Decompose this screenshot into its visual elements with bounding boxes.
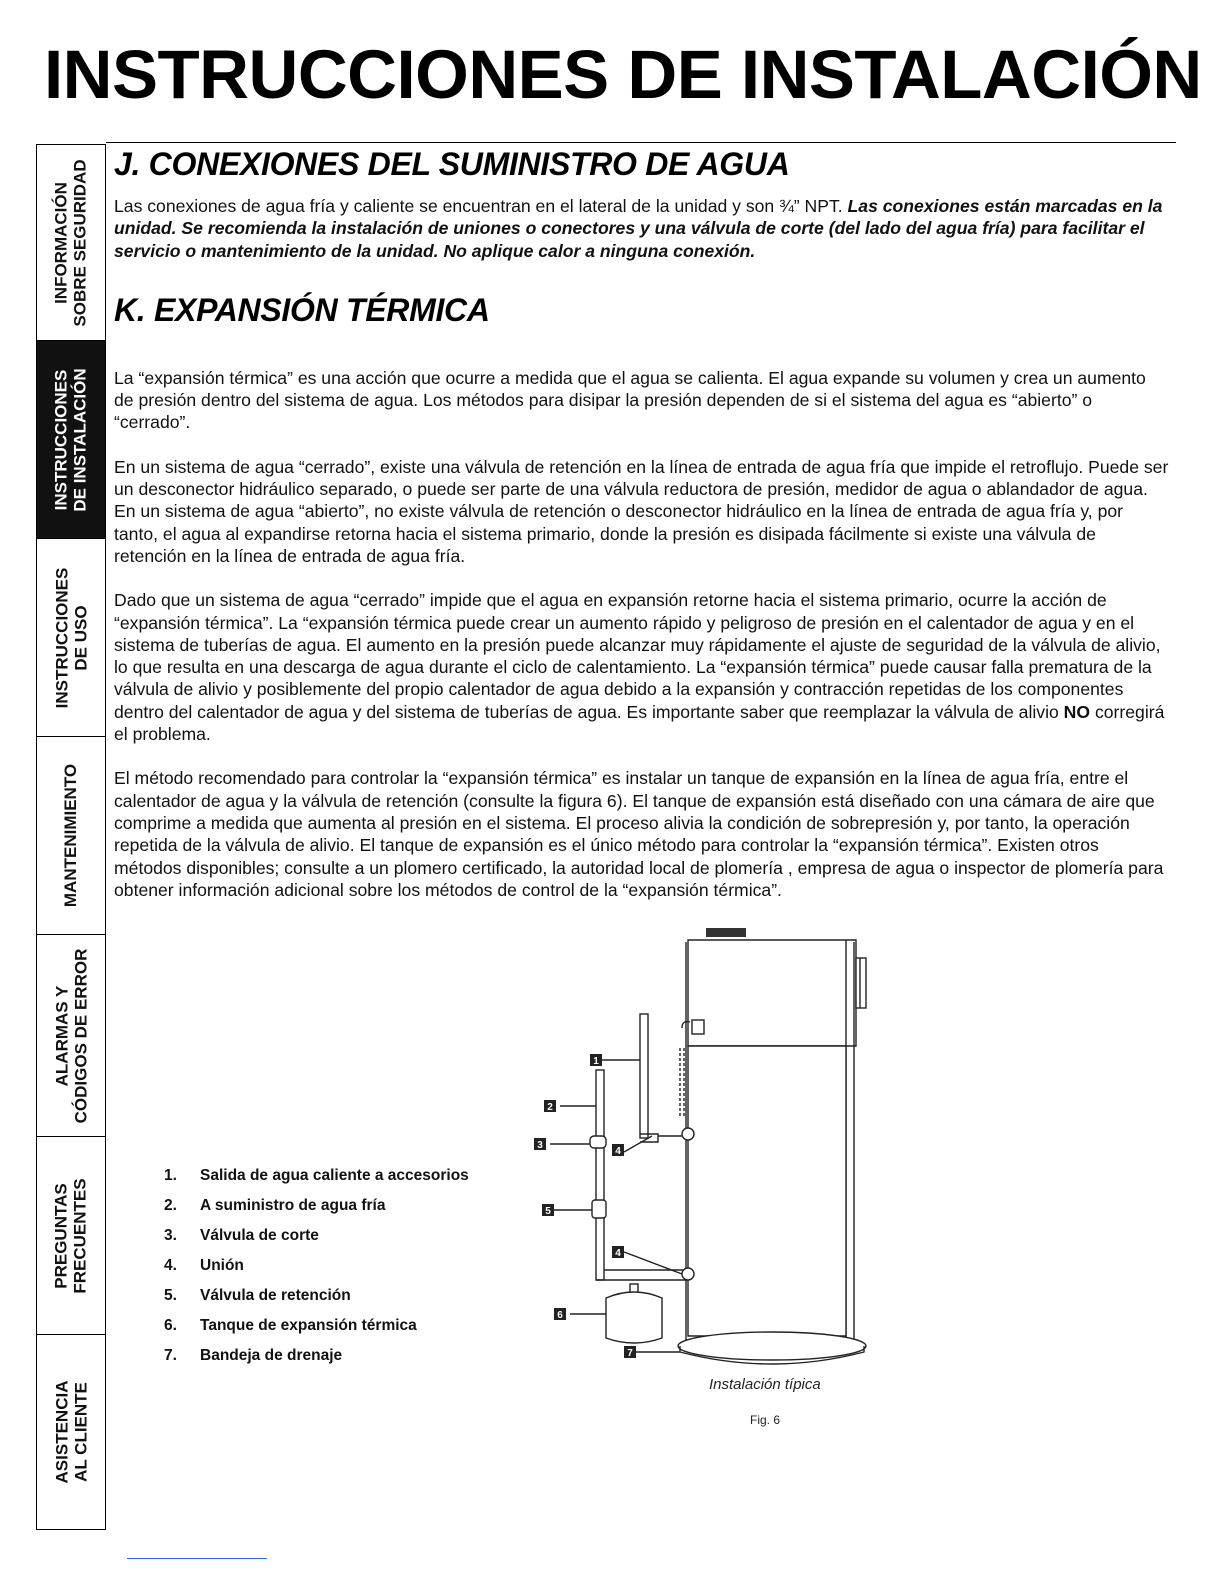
figure-caption: Instalación típica [709,1376,821,1393]
heater-upper-body [688,940,856,1046]
water-heater-diagram [530,928,890,1368]
check-valve [592,1200,606,1218]
tab-asistencia-cliente[interactable] [37,1335,105,1529]
callout-6 [554,1308,566,1321]
legend-item: 3. Válvula de corte [164,1227,319,1244]
tab-instrucciones-uso[interactable] [37,539,105,737]
callout-2 [544,1100,556,1113]
shutoff-valve [590,1136,606,1148]
union-upper [682,1128,694,1140]
callout-5 [542,1204,554,1217]
tab-alarmas-codigos[interactable] [37,935,105,1137]
main-content [114,144,1170,901]
tab-label: ASISTENCIA AL CLIENTE [52,1380,90,1484]
tab-label: INSTRUCCIONES DE USO [52,567,91,708]
union-lower [682,1268,694,1280]
heater-top-cap [706,928,746,937]
callout-4-lower [612,1246,624,1259]
section-k-paragraph-2: En un sistema de agua “cerrado”, existe una válvula de retención en la línea de entrada de agua fría que impide el retroflujo. Puede ser un desconector hidráulico separado, o puede ser parte de una válvula reductora de presión, medidor de agua o ablandador de agua. En un sistema de agua “abierto”, no existe válvula de retención o desconector hidráulico en la línea de entrada de agua fría y, por tanto, el agua al expandirse retorna hacia el sistema primario, donde la presión es disipada fácilmente si existe una válvula de retención en la línea de entrada de agua fría. [114,456,1169,566]
footer-link-line [127,1558,267,1559]
svg-text:5: 5 [545,1206,551,1217]
section-j-paragraph: Las conexiones de agua fría y caliente se encuentran en el lateral de la unidad y son ¾” NPT. Las conexiones están marcadas en la unidad. Se recomienda la instalación de uniones o conectores y una válvula de corte (del lado del agua fría) para facilitar el servicio o mantenimiento de la unidad. No aplique calor a ninguna conexión. [114,196,1163,261]
drain-pan [678,1332,866,1360]
side-tab-nav [36,144,106,1530]
tab-label: PREGUNTAS FRECUENTES [52,1177,91,1294]
figure-legend [164,1167,469,1377]
tab-label: INFORMACIÓN SOBRE SEGURIDAD [52,158,90,327]
callout-7 [624,1346,636,1359]
callout-3 [534,1138,546,1151]
svg-text:1: 1 [593,1056,599,1067]
section-j-heading: J. CONEXIONES DEL SUMINISTRO DE AGUA [114,146,790,182]
svg-text:6: 6 [557,1310,563,1321]
tab-preguntas-frecuentes[interactable] [37,1137,105,1335]
legend-item: 5. Válvula de retención [164,1287,351,1304]
tab-instrucciones-instalacion[interactable] [37,341,105,539]
svg-text:3: 3 [537,1140,543,1151]
tab-label: MANTENIMIENTO [61,763,81,908]
section-k-heading: K. EXPANSIÓN TÉRMICA [114,291,490,328]
heater-side-panel [856,958,866,1008]
tab-mantenimiento[interactable] [37,737,105,935]
callout-1 [590,1054,602,1067]
legend-item: 6. Tanque de expansión térmica [164,1317,417,1334]
legend-item: 4. Unión [164,1257,244,1274]
tab-label: INSTRUCCIONES DE INSTALACIÓN [52,367,90,512]
callout-4 [612,1144,624,1157]
relief-valve [692,1020,704,1034]
page-title: INSTRUCCIONES DE INSTALACIÓN [44,36,1202,113]
hot-water-pipe [640,1014,648,1138]
svg-text:4: 4 [615,1146,621,1157]
legend-item: 2. A suministro de agua fría [164,1197,386,1214]
legend-item: 1. Salida de agua caliente a accesorios [164,1167,469,1184]
tab-informacion-seguridad[interactable] [37,145,105,341]
expansion-tank [606,1292,662,1343]
section-k-paragraph-1: La “expansión térmica” es una acción que ocurre a medida que el agua se calienta. El agua expande su volumen y crea un aumento de presión dentro del sistema de agua. Los métodos para disipar la presión dependen de si el sistema del agua es “abierto” o “cerrado”. [114,367,1146,433]
tab-label: ALARMAS Y CÓDIGOS DE ERROR [52,948,90,1123]
cold-water-pipe [596,1070,604,1280]
svg-text:4: 4 [615,1248,621,1259]
heater-lower-body [688,1046,846,1336]
section-k-paragraph-4: El método recomendado para controlar la “expansión térmica” es instalar un tanque de expansión en la línea de agua fría, entre el calentador de agua y la válvula de retención (consulte la figura 6). El tanque de expansión está diseñado con una cámara de aire que comprime a medida que aumenta al presión en el sistema. El proceso alivia la condición de sobrepresión y, por tanto, la operación repetida de la válvula de alivio. El tanque de expansión es el único método para controlar la “expansión térmica”. Existen otros métodos disponibles; consulte a un plomero certificado, la autoridad local de plomería , empresa de agua o inspector de plomería para obtener información adicional sobre los métodos de control de la “expansión térmica”. [114,768,1164,900]
section-k-paragraph-3: Dado que un sistema de agua “cerrado” impide que el agua en expansión retorne hacia el sistema primario, ocurre la acción de “expansión térmica”. La “expansión térmica puede crear un aumento rápido y peligroso de presión en el calentador de agua y en el sistema de tuberías de agua. El aumento en la presión puede alcanzar muy rápidamente el ajuste de seguridad de la válvula de alivio, lo que resulta en una descarga de agua durante el ciclo de calentamiento. La “expansión térmica” puede causar falla prematura de la válvula de alivio y posiblemente del propio calentador de agua debido a la expansión y contracción repetidas de los componentes dentro del calentador de agua y del sistema de tuberías de agua. Es importante saber que reemplazar la válvula de alivio NO corregirá el problema. [114,590,1165,745]
svg-text:7: 7 [627,1348,633,1359]
title-divider [106,142,1176,143]
figure-number: Fig. 6 [750,1413,781,1427]
legend-item: 7. Bandeja de drenaje [164,1347,343,1364]
svg-text:2: 2 [547,1102,553,1113]
